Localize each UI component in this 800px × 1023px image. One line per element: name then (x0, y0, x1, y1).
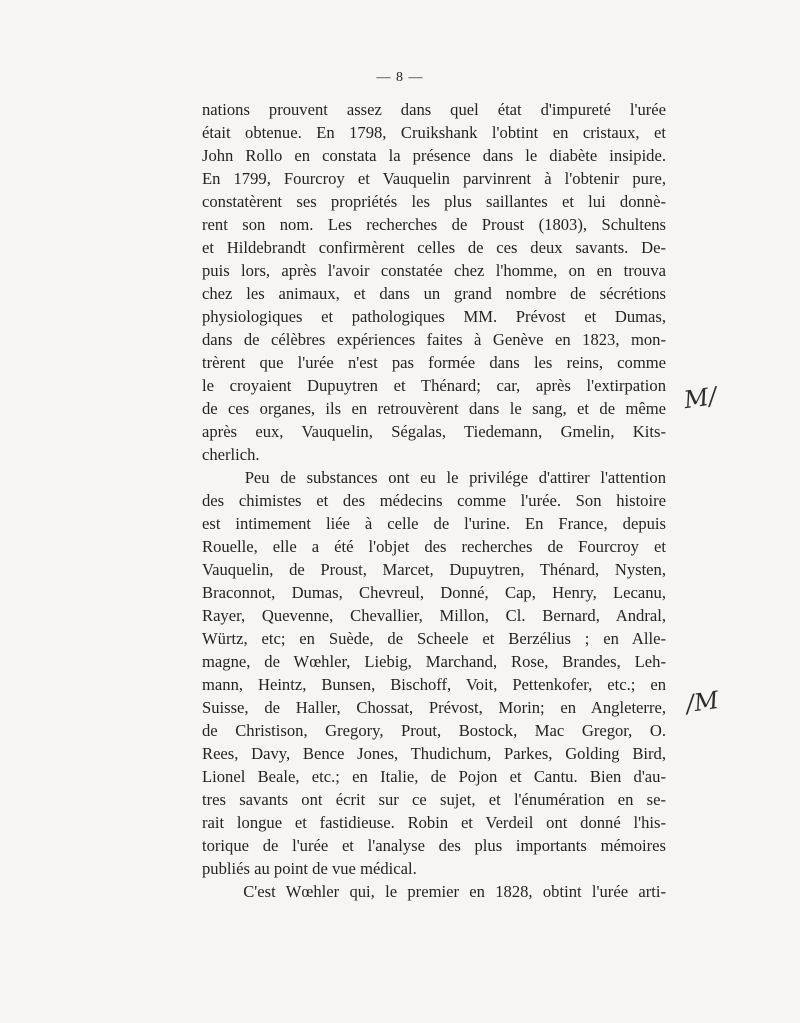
text-line: C'est Wœhler qui, le premier en 1828, obtint l'urée arti- (202, 882, 666, 901)
text-line: mann, Heintz, Bunsen, Bischoff, Voit, Pettenkofer, etc.; en (202, 675, 666, 694)
text-line: torique de l'urée et l'analyse des plus importants mémoires (202, 836, 666, 855)
text-line: cherlich. (202, 445, 260, 464)
text-line: Suisse, de Haller, Chossat, Prévost, Morin; en Angleterre, (202, 698, 666, 717)
text-line: Lionel Beale, etc.; en Italie, de Pojon et Cantu. Bien d'au- (202, 767, 666, 786)
text-line: de ces organes, ils en retrouvèrent dans le sang, et de même (202, 399, 666, 418)
text-line: trèrent que l'urée n'est pas formée dans les reins, comme (202, 353, 666, 372)
text-line: de Christison, Gregory, Prout, Bostock, Mac Gregor, O. (202, 721, 666, 740)
text-line: Rayer, Quevenne, Chevallier, Millon, Cl. Bernard, Andral, (202, 606, 666, 625)
text-line: après eux, Vauquelin, Ségalas, Tiedemann, Gmelin, Kits- (202, 422, 666, 441)
text-line: est intimement liée à celle de l'urine. En France, depuis (202, 514, 666, 533)
text-line: En 1799, Fourcroy et Vauquelin parvinrent à l'obtenir pure, (202, 169, 666, 188)
text-line: tres savants ont écrit sur ce sujet, et l'énumération en se- (202, 790, 666, 809)
text-line: le croyaient Dupuytren et Thénard; car, après l'extirpation (202, 376, 666, 395)
text-line: rent son nom. Les recherches de Proust (1803), Schultens (202, 215, 666, 234)
text-line: magne, de Wœhler, Liebig, Marchand, Rose, Brandes, Leh- (202, 652, 666, 671)
text-line: John Rollo en constata la présence dans le diabète insipide. (202, 146, 666, 165)
handwritten-margin-note: /M (684, 685, 721, 719)
text-line: publiés au point de vue médical. (202, 859, 417, 878)
text-line: des chimistes et des médecins comme l'urée. Son histoire (202, 491, 666, 510)
text-line: Vauquelin, de Proust, Marcet, Dupuytren, Thénard, Nysten, (202, 560, 666, 579)
handwritten-margin-note: M/ (682, 381, 719, 415)
text-line: Braconnot, Dumas, Chevreul, Donné, Cap, Henry, Lecanu, (202, 583, 666, 602)
text-line: et Hildebrandt confirmèrent celles de ces deux savants. De- (202, 238, 666, 257)
text-line: Peu de substances ont eu le privilége d'attirer l'attention (202, 468, 666, 487)
text-line: physiologiques et pathologiques MM. Prévost et Dumas, (202, 307, 666, 326)
text-line: Rouelle, elle a été l'objet des recherches de Fourcroy et (202, 537, 666, 556)
text-line: constatèrent ses propriétés les plus saillantes et lui donnè- (202, 192, 666, 211)
text-line: était obtenue. En 1798, Cruikshank l'obtint en cristaux, et (202, 123, 666, 142)
text-line: rait longue et fastidieuse. Robin et Verdeil ont donné l'his- (202, 813, 666, 832)
text-line: dans de célèbres expériences faites à Genève en 1823, mon- (202, 330, 666, 349)
text-line: Rees, Davy, Bence Jones, Thudichum, Parkes, Golding Bird, (202, 744, 666, 763)
text-line: Würtz, etc; en Suède, de Scheele et Berzélius ; en Alle- (202, 629, 666, 648)
text-line: chez les animaux, et dans un grand nombre de sécrétions (202, 284, 666, 303)
text-line: puis lors, après l'avoir constatée chez l'homme, on en trouva (202, 261, 666, 280)
text-line: nations prouvent assez dans quel état d'impureté l'urée (202, 100, 666, 119)
page-number: — 8 — (376, 70, 424, 85)
